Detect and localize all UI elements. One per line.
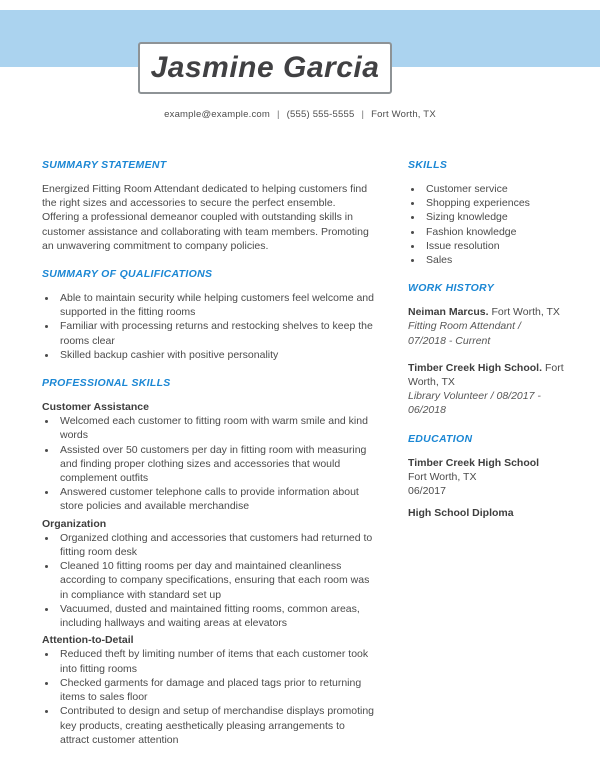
contact-separator: | xyxy=(361,109,365,120)
qualifications-list xyxy=(42,291,375,362)
skill-group-list-organization xyxy=(42,531,375,630)
qualification-bullet: • Skilled backup cashier with positive personality xyxy=(57,348,375,362)
job-separator: / xyxy=(518,320,521,333)
skill-item: • Sizing knowledge xyxy=(423,210,576,224)
skills-list xyxy=(408,182,576,267)
job-company: Neiman Marcus. xyxy=(408,306,489,319)
skill-bullet: • Reduced theft by limiting number of items that each customer took into fitting rooms xyxy=(57,647,375,675)
job-location: Fort Worth, TX xyxy=(491,306,560,319)
skill-item: • Fashion knowledge xyxy=(423,225,576,239)
skill-bullet: • Cleaned 10 fitting rooms per day and maintained cleanliness according to company specifications, ensuring that each room was in compliance with standard set up xyxy=(57,559,375,602)
skill-item: • Customer service xyxy=(423,182,576,196)
right-column xyxy=(408,158,576,520)
job-location: Fort Worth, TX xyxy=(408,361,564,389)
skill-group-title-customer-assistance: Customer Assistance xyxy=(42,401,149,414)
skill-bullet: • Contributed to design and setup of merchandise displays promoting key products, creating aesthetically pleasing arrangements to attract customer attention xyxy=(57,704,375,747)
contact-location: Fort Worth, TX xyxy=(371,109,436,120)
education-date: 06/2017 xyxy=(408,485,446,498)
education-degree: High School Diploma xyxy=(408,507,514,520)
skill-bullet: • Checked garments for damage and placed tags prior to returning items to sales floor xyxy=(57,676,375,704)
job-title: Fitting Room Attendant xyxy=(408,320,515,333)
qualification-bullet: • Able to maintain security while helping customers feel welcome and supported in the fitting rooms xyxy=(57,291,375,319)
skill-bullet: • Welcomed each customer to fitting room with warm smile and kind words xyxy=(57,414,375,442)
section-heading-professional-skills: PROFESSIONAL SKILLS xyxy=(42,377,171,390)
job-company: Timber Creek High School. xyxy=(408,361,543,374)
contact-email: example@example.com xyxy=(164,109,270,120)
skill-item: • Sales xyxy=(423,253,576,267)
section-heading-skills: SKILLS xyxy=(408,159,448,171)
job-entry xyxy=(408,361,576,418)
section-heading-summary-of-qualifications: SUMMARY OF QUALIFICATIONS xyxy=(42,268,213,281)
contact-line xyxy=(0,109,600,120)
left-column xyxy=(42,158,375,750)
job-dates: 07/2018 - Current xyxy=(408,334,491,347)
education-location: Fort Worth, TX xyxy=(408,470,477,483)
section-heading-work-history: WORK HISTORY xyxy=(408,282,495,295)
skill-group-title-organization: Organization xyxy=(42,517,107,530)
skill-bullet: • Assisted over 50 customers per day in fitting room with measuring and finding proper clothing sizes and accessories that would complement outfits xyxy=(57,443,375,486)
job-company-line xyxy=(408,305,576,319)
person-name: Jasmine Garcia xyxy=(150,51,380,84)
education-school: Timber Creek High School xyxy=(408,456,540,469)
job-title-line xyxy=(408,319,576,333)
summary-statement-text: Energized Fitting Room Attendant dedicated to helping customers find the right sizes and accessories to secure the perfect ensemble. Offering a professional demeanor coupled with outstanding skills in customer assistance and collaborating with team members. Promoting an unwavering commitment to company policies. xyxy=(42,183,369,252)
skill-bullet: • Vacuumed, dusted and maintained fitting rooms, common areas, including hallways and waiting areas at elevators xyxy=(57,602,375,630)
section-heading-education: EDUCATION xyxy=(408,432,473,445)
job-dates: 08/2017 - 06/2018 xyxy=(408,390,541,417)
job-title-line xyxy=(408,389,576,417)
job-entry xyxy=(408,305,576,348)
job-company-line xyxy=(408,361,576,389)
job-title: Library Volunteer xyxy=(408,390,488,403)
skill-bullet: • Answered customer telephone calls to provide information about store policies and available merchandise xyxy=(57,485,375,513)
skill-group-title-attention-to-detail: Attention-to-Detail xyxy=(42,634,134,647)
skill-group-list-attention-to-detail xyxy=(42,647,375,746)
skill-bullet: • Organized clothing and accessories that customers had returned to fitting room desk xyxy=(57,531,375,559)
skill-group-list-customer-assistance xyxy=(42,414,375,513)
qualification-bullet: • Familiar with processing returns and restocking shelves to keep the rooms clear xyxy=(57,319,375,347)
contact-separator: | xyxy=(277,109,280,120)
skill-item: • Issue resolution xyxy=(423,239,576,253)
contact-phone: (555) 555-5555 xyxy=(286,109,355,120)
name-box xyxy=(138,42,392,94)
job-separator: / xyxy=(490,390,494,403)
section-heading-summary-statement: SUMMARY STATEMENT xyxy=(42,159,167,171)
skill-item: • Shopping experiences xyxy=(423,196,576,210)
